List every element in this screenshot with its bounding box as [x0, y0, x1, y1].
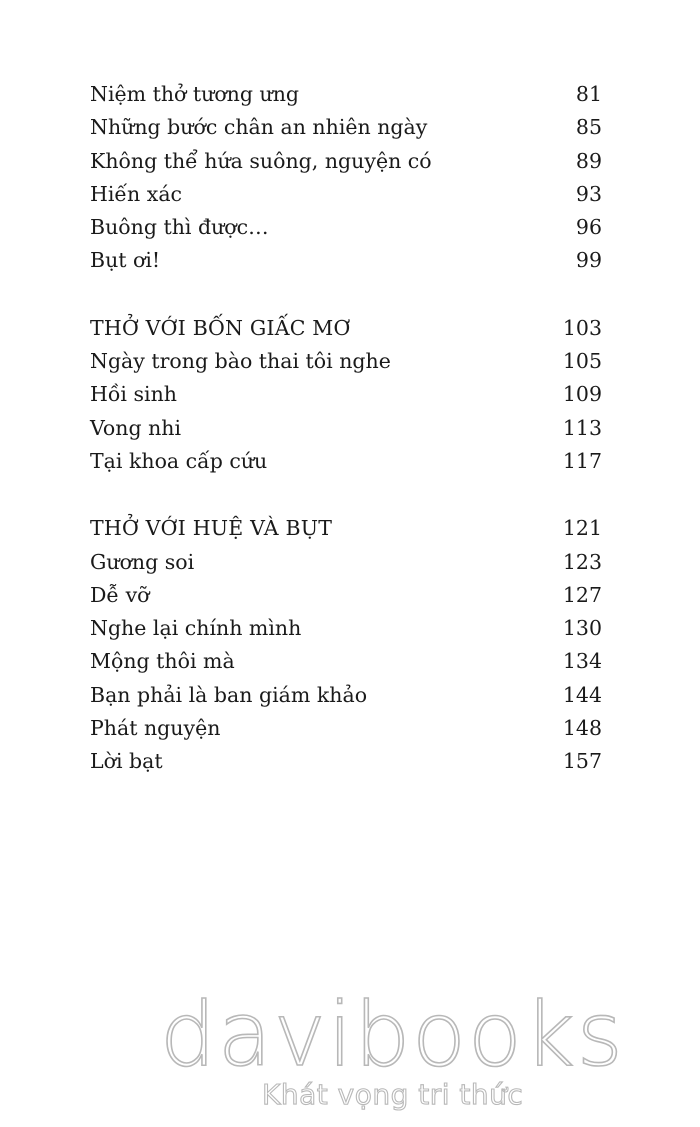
- toc-entry-page: 130: [562, 616, 602, 641]
- toc-heading-page: 121: [562, 516, 602, 541]
- toc-entry-page: 109: [562, 382, 602, 407]
- toc-entry: [90, 712, 602, 745]
- toc-entry-page: 117: [562, 448, 602, 473]
- toc-section: [90, 512, 602, 778]
- toc-entry: [90, 745, 602, 778]
- toc-entry: [90, 244, 602, 277]
- toc-section-heading: [90, 312, 602, 345]
- toc-entry-title: Tại khoa cấp cứu: [90, 448, 268, 473]
- toc-entry: [90, 111, 602, 144]
- toc-entry-page: 127: [562, 582, 602, 607]
- toc-entry: [90, 546, 602, 579]
- toc-section: [90, 78, 602, 278]
- toc-entry: [90, 645, 602, 678]
- toc-entry-title: Mộng thôi mà: [90, 649, 235, 674]
- toc-heading-page: 103: [562, 315, 602, 340]
- toc-entry-title: Vong nhi: [90, 415, 182, 440]
- toc-entry-title: Buông thì được…: [90, 215, 269, 240]
- toc-entry-page: 99: [575, 248, 602, 273]
- toc-entry-page: 123: [562, 549, 602, 574]
- toc-entry-title: Những bước chân an nhiên ngày: [90, 115, 428, 140]
- toc-entry: [90, 78, 602, 111]
- watermark-brand: davibooks: [160, 983, 625, 1086]
- watermark: [0, 985, 700, 1127]
- toc-entry-title: Gương soi: [90, 549, 195, 574]
- toc-entry-title: Hiến xác: [90, 181, 183, 206]
- table-of-contents: [90, 78, 602, 813]
- toc-entry: [90, 445, 602, 478]
- toc-entry-page: 105: [562, 349, 602, 374]
- toc-entry: [90, 211, 602, 244]
- toc-entry-title: Niệm thở tương ưng: [90, 82, 300, 106]
- toc-entry-title: Ngày trong bào thai tôi nghe: [90, 349, 391, 374]
- toc-entry-page: 89: [575, 148, 602, 173]
- toc-heading-title: THỞ VỚI HUỆ VÀ BỤT: [90, 516, 333, 541]
- toc-entry-page: 93: [575, 181, 602, 206]
- toc-entry-page: 144: [562, 682, 602, 707]
- toc-entry-title: Bụt ơi!: [90, 248, 161, 273]
- toc-entry-page: 96: [575, 215, 602, 240]
- toc-entry: [90, 378, 602, 411]
- toc-entry: [90, 612, 602, 645]
- toc-entry: [90, 145, 602, 178]
- toc-entry: [90, 178, 602, 211]
- watermark-tagline: Khát vọng tri thức: [262, 1078, 524, 1111]
- toc-entry-page: 85: [575, 115, 602, 140]
- toc-entry-page: 157: [562, 749, 602, 774]
- toc-entry: [90, 679, 602, 712]
- toc-entry-title: Hồi sinh: [90, 382, 177, 407]
- toc-heading-title: THỞ VỚI BỐN GIẤC MƠ: [90, 315, 351, 340]
- toc-entry: [90, 412, 602, 445]
- toc-entry-title: Dễ vỡ: [90, 582, 150, 607]
- toc-entry-title: Phát nguyện: [90, 716, 221, 741]
- toc-entry-page: 148: [562, 716, 602, 741]
- toc-entry-title: Nghe lại chính mình: [90, 616, 302, 641]
- toc-entry-title: Bạn phải là ban giám khảo: [90, 682, 368, 707]
- toc-section: [90, 312, 602, 478]
- toc-entry: [90, 579, 602, 612]
- toc-entry-page: 134: [562, 649, 602, 674]
- toc-entry-page: 81: [575, 82, 602, 106]
- toc-section-heading: [90, 512, 602, 545]
- toc-entry-title: Không thể hứa suông, nguyện có: [90, 148, 432, 173]
- toc-entry-page: 113: [562, 415, 602, 440]
- toc-entry: [90, 345, 602, 378]
- toc-entry-title: Lời bạt: [90, 749, 163, 774]
